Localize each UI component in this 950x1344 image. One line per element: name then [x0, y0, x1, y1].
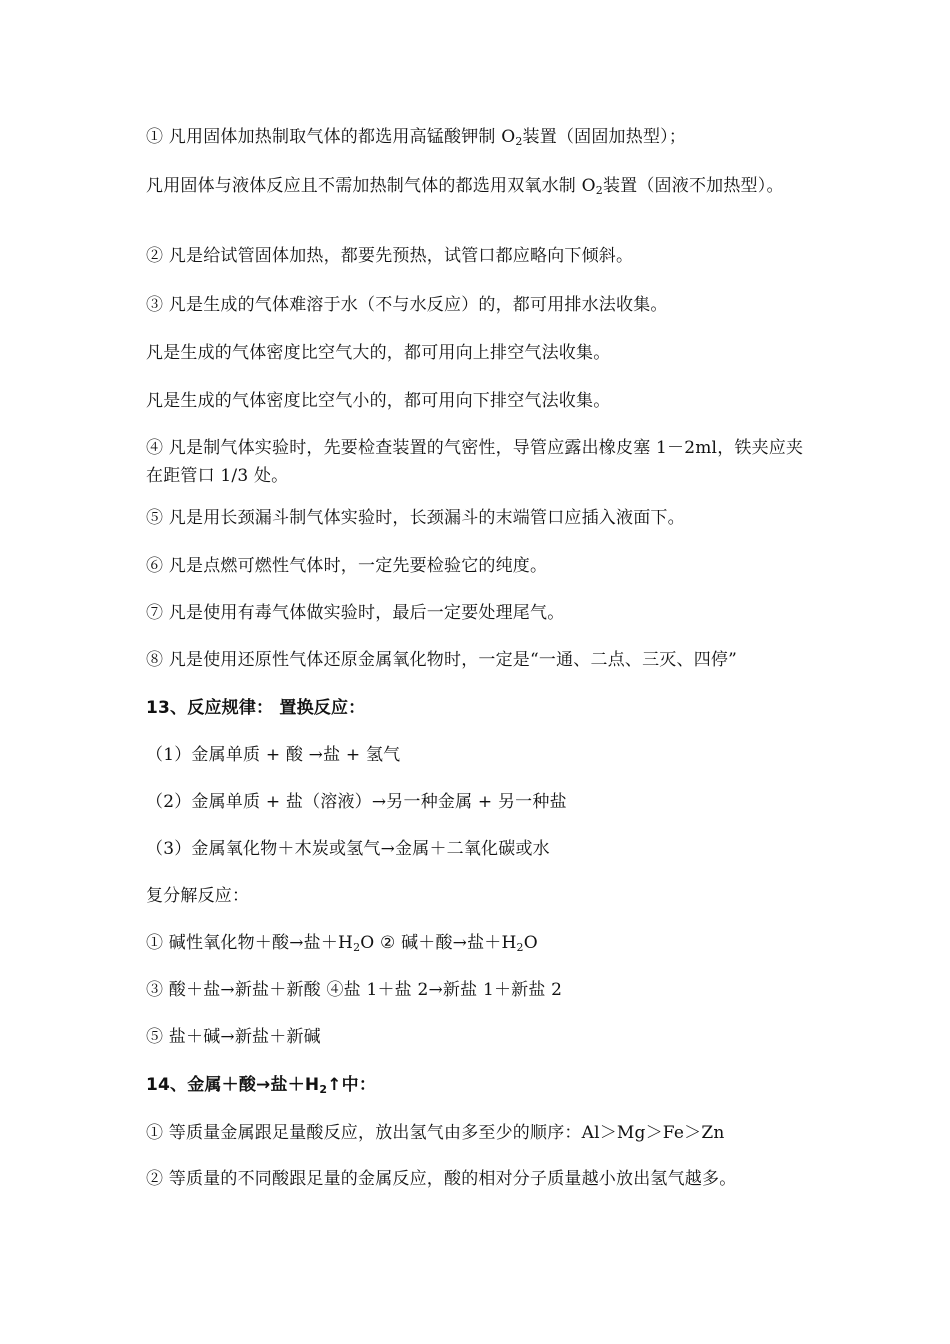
text-line-1-tail: 装置（固固加热型）；	[522, 127, 687, 147]
heading-14-tail: ↑中：	[327, 1075, 377, 1095]
text-line-10: ⑦ 凡是使用有毒气体做实验时，最后一定要处理尾气。	[146, 603, 565, 623]
dd-line-1-part-b: O ② 碱＋酸→盐＋H	[360, 933, 517, 953]
double-decomposition-line-3: ⑤ 盐＋碱→新盐＋新碱	[146, 1027, 321, 1047]
dd-line-1-part-c: O	[523, 933, 538, 953]
subscript: 2	[515, 135, 523, 148]
double-decomposition-line-2: ③ 酸＋盐→新盐＋新酸 ④盐 1＋盐 2→新盐 1＋新盐 2	[146, 980, 563, 1000]
section-heading-14	[146, 1072, 826, 1098]
text-line-3: ② 凡是给试管固体加热，都要先预热，试管口都应略向下倾斜。	[146, 246, 634, 266]
text-line-2-main: 凡用固体与液体反应且不需加热制气体的都选用双氧水制 O	[146, 176, 596, 196]
text-line-6: 凡是生成的气体密度比空气小的，都可用向下排空气法收集。	[146, 391, 611, 411]
section-heading-13: 13、反应规律： 置换反应：	[146, 698, 366, 718]
metal-acid-rule-2: ② 等质量的不同酸跟足量的金属反应，酸的相对分子质量越小放出氢气越多。	[146, 1169, 737, 1189]
reaction-rule-2: （2）金属单质 + 盐（溶液）→另一种金属 + 另一种盐	[146, 792, 567, 812]
subscript: 2	[516, 941, 524, 954]
text-line-11: ⑧ 凡是使用还原性气体还原金属氧化物时，一定是“一通、二点、三灭、四停”	[146, 650, 737, 670]
text-line-1-main: ① 凡用固体加热制取气体的都选用高锰酸钾制 O	[146, 127, 516, 147]
text-line-9: ⑥ 凡是点燃可燃性气体时，一定先要检验它的纯度。	[146, 556, 548, 576]
text-line-4: ③ 凡是生成的气体难溶于水（不与水反应）的，都可用排水法收集。	[146, 295, 668, 315]
text-line-7: ④ 凡是制气体实验时，先要检查装置的气密性，导管应露出橡皮塞 1－2ml，铁夹应夹在距管口 1/3 处。	[146, 438, 804, 486]
metal-acid-rule-1: ① 等质量金属跟足量酸反应，放出氢气由多至少的顺序：Al＞Mg＞Fe＞Zn	[146, 1123, 725, 1143]
text-line-8: ⑤ 凡是用长颈漏斗制气体实验时，长颈漏斗的末端管口应插入液面下。	[146, 508, 685, 528]
reaction-rule-1: （1）金属单质 + 酸 →盐 + 氢气	[146, 745, 401, 765]
double-decomposition-line-1	[146, 930, 826, 956]
subscript: 2	[319, 1083, 328, 1096]
text-line-1	[146, 124, 826, 150]
text-line-5: 凡是生成的气体密度比空气大的，都可用向上排空气法收集。	[146, 343, 611, 363]
subscript: 2	[353, 941, 361, 954]
dd-line-1-part-a: ① 碱性氧化物＋酸→盐＋H	[146, 933, 354, 953]
double-decomposition-heading: 复分解反应：	[146, 886, 250, 906]
text-line-2	[146, 172, 816, 200]
text-line-2-tail: 装置（固液不加热型）。	[602, 176, 784, 196]
subscript: 2	[595, 184, 603, 197]
heading-14-main: 14、金属＋酸→盐＋H	[146, 1075, 320, 1095]
reaction-rule-3: （3）金属氧化物＋木炭或氢气→金属＋二氧化碳或水	[146, 839, 550, 859]
